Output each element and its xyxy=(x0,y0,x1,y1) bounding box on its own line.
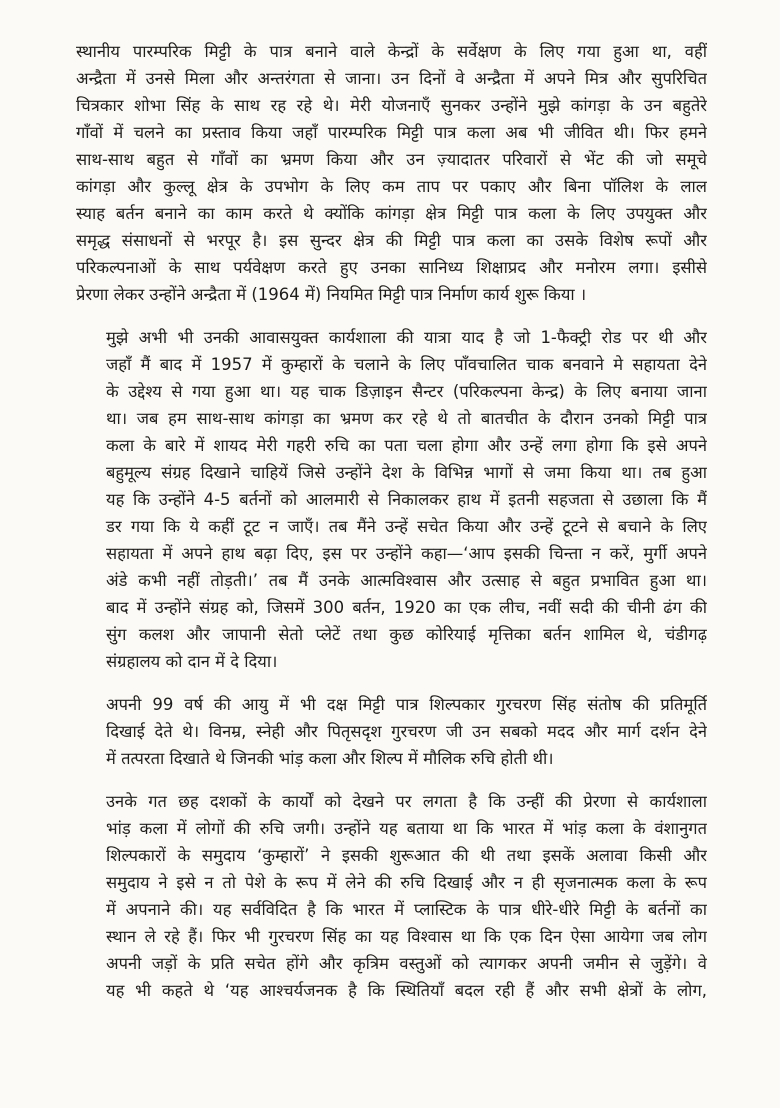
paragraph-1 xyxy=(76,38,707,308)
text-line: में अपनाने की। यह सर्वविदित है कि भारत में प्लास्टिक के पात्र धीरे-धीरे मिट्टी के बर्तनों का xyxy=(106,900,707,919)
text-line: परिकल्पनाओं के साथ पर्यवेक्षण करते हुए उनका सानिध्य शिक्षाप्रद और मनोरम लगा। इसीसे xyxy=(76,258,707,277)
document-page xyxy=(76,38,707,1004)
text-line: प्रेरणा लेकर उन्होंने अन्द्रैता में (1964 में) नियमित मिट्टी पात्र निर्माण कार्य शुरू किया । xyxy=(76,285,587,304)
text-line: समृद्ध संसाधनों से भरपूर है। इस सुन्दर क्षेत्र की मिट्टी पात्र कला का उसके विशेष रूपों और xyxy=(76,231,707,250)
text-line: यह कि उन्होंने 4-5 बर्तनों को आलमारी से निकालकर हाथ में इतनी सहजता से उछाला कि मैं xyxy=(106,490,707,509)
text-line: साथ-साथ बहुत से गाँवों का भ्रमण किया और उन ज़्यादातर परिवारों से भेंट की जो समूचे xyxy=(76,150,707,169)
text-line: समुदाय ने इसे न तो पेशे के रूप में लेने की रुचि दिखाई और न ही सृजनात्मक कला के रूप xyxy=(106,873,707,892)
text-line: में तत्परता दिखाते थे जिनकी भांड़ कला और शिल्प में मौलिक रुचि होती थी। xyxy=(106,749,554,768)
text-line: था। जब हम साथ-साथ कांगड़ा का भ्रमण कर रहे थे तो बातचीत के दौरान उनको मिट्टी पात्र xyxy=(106,409,707,428)
text-line: यह भी कहते थे ‘यह आश्चर्यजनक है कि स्थितियाँ बदल रही हैं और सभी क्षेत्रों के लोग, xyxy=(106,981,707,1000)
text-line: स्याह बर्तन बनाने का काम करते थे क्योंकि कांगड़ा क्षेत्र मिट्टी पात्र कला के लिए उपयुक्त और xyxy=(76,204,707,223)
paragraph-3 xyxy=(76,691,707,772)
text-line: उनके गत छह दशकों के कार्यों को देखने पर लगता है कि उन्हीं की प्रेरणा से कार्यशाला xyxy=(106,792,707,811)
text-line: अन्द्रैता में उनसे मिला और अन्तरंगता से जाना। उन दिनों वे अन्द्रैता में अपने मित्र और सुपरिचित xyxy=(76,69,707,88)
text-line: मुझे अभी भी उनकी आवासयुक्त कार्यशाला की यात्रा याद है जो 1-फैक्ट्री रोड पर थी और xyxy=(106,328,707,347)
text-line: चित्रकार शोभा सिंह के साथ रह रहे थे। मेरी योजनाएँ सुनकर उन्होंने मुझे कांगड़ा के उन बहुतेरे xyxy=(76,96,707,115)
text-line: कला के बारे में शायद मेरी गहरी रुचि का पता चला होगा और उन्हें लगा होगा कि इसे अपने xyxy=(106,436,707,455)
paragraph-2 xyxy=(76,324,707,675)
text-line: शिल्पकारों के समुदाय ‘कुम्हारों’ ने इसकी शुरूआत की थी तथा इसकें अलावा किसी और xyxy=(106,846,707,865)
text-line: बहुमूल्य संग्रह दिखाने चाहियें जिसे उन्होंने देश के विभिन्न भागों से जमा किया था। तब हुआ xyxy=(106,463,707,482)
text-line: डर गया कि ये कहीं टूट न जाएँ। तब मैंने उन्हें सचेत किया और उन्हें टूटने से बचाने के लिए xyxy=(106,517,707,536)
text-line: जहाँ मैं बाद में 1957 में कुम्हारों के चलाने के लिए पाँवचालित चाक बनवाने मे सहायता देने xyxy=(106,355,707,374)
text-line: भांड़ कला में लोगों की रुचि जगी। उन्होंने यह बताया था कि भारत में भांड़ कला के वंशानुगत xyxy=(106,819,707,838)
text-line: कांगड़ा और कुल्लू क्षेत्र के उपभोग के लिए कम ताप पर पकाए और बिना पॉलिश के लाल xyxy=(76,177,707,196)
text-line: स्थान ले रहे हैं। फिर भी गुरचरण सिंह का यह विश्वास था कि एक दिन ऐसा आयेगा जब लोग xyxy=(106,927,707,946)
paragraph-4 xyxy=(76,788,707,1004)
text-line: सुंग कलश और जापानी सेतो प्लेटें तथा कुछ कोरियाई मृत्तिका बर्तन शामिल थे, चंडीगढ़ xyxy=(106,625,707,644)
text-line: के उद्देश्य से गया हुआ था। यह चाक डिज़ाइन सैन्टर (परिकल्पना केन्द्र) के लिए बनाया जाना xyxy=(106,382,707,401)
text-line: संग्रहालय को दान में दे दिया। xyxy=(106,652,278,671)
text-line: अपनी 99 वर्ष की आयु में भी दक्ष मिट्टी पात्र शिल्पकार गुरचरण सिंह संतोष की प्रतिमूर्ति xyxy=(106,695,707,714)
text-line: अंडे कभी नहीं तोड़ती।’ तब मैं उनके आत्मविश्वास और उत्साह से बहुत प्रभावित हुआ था। xyxy=(106,571,707,590)
text-line: बाद में उन्होंने संग्रह को, जिसमें 300 बर्तन, 1920 का एक लीच, नवीं सदी की चीनी ढंग की xyxy=(106,598,707,617)
text-line: स्थानीय पारम्परिक मिट्टी के पात्र बनाने वाले केन्द्रों के सर्वेक्षण के लिए गया हुआ था, वहीं xyxy=(76,42,707,61)
text-line: अपनी जड़ों के प्रति सचेत होंगे और कृत्रिम वस्तुओं को त्यागकर अपनी जमीन से जुड़ेंगे। वे xyxy=(106,954,707,973)
text-line: सहायता में अपने हाथ बढ़ा दिए, इस पर उन्होंने कहा—‘आप इसकी चिन्ता न करें, मुर्गी अपने xyxy=(106,544,707,563)
text-line: दिखाई देते थे। विनम्र, स्नेही और पितृसदृश गुरचरण जी उन सबको मदद और मार्ग दर्शन देने xyxy=(106,722,707,741)
text-line: गाँवों में चलने का प्रस्ताव किया जहाँ पारम्परिक मिट्टी पात्र कला अब भी जीवित थी। फिर हमने xyxy=(76,123,707,142)
